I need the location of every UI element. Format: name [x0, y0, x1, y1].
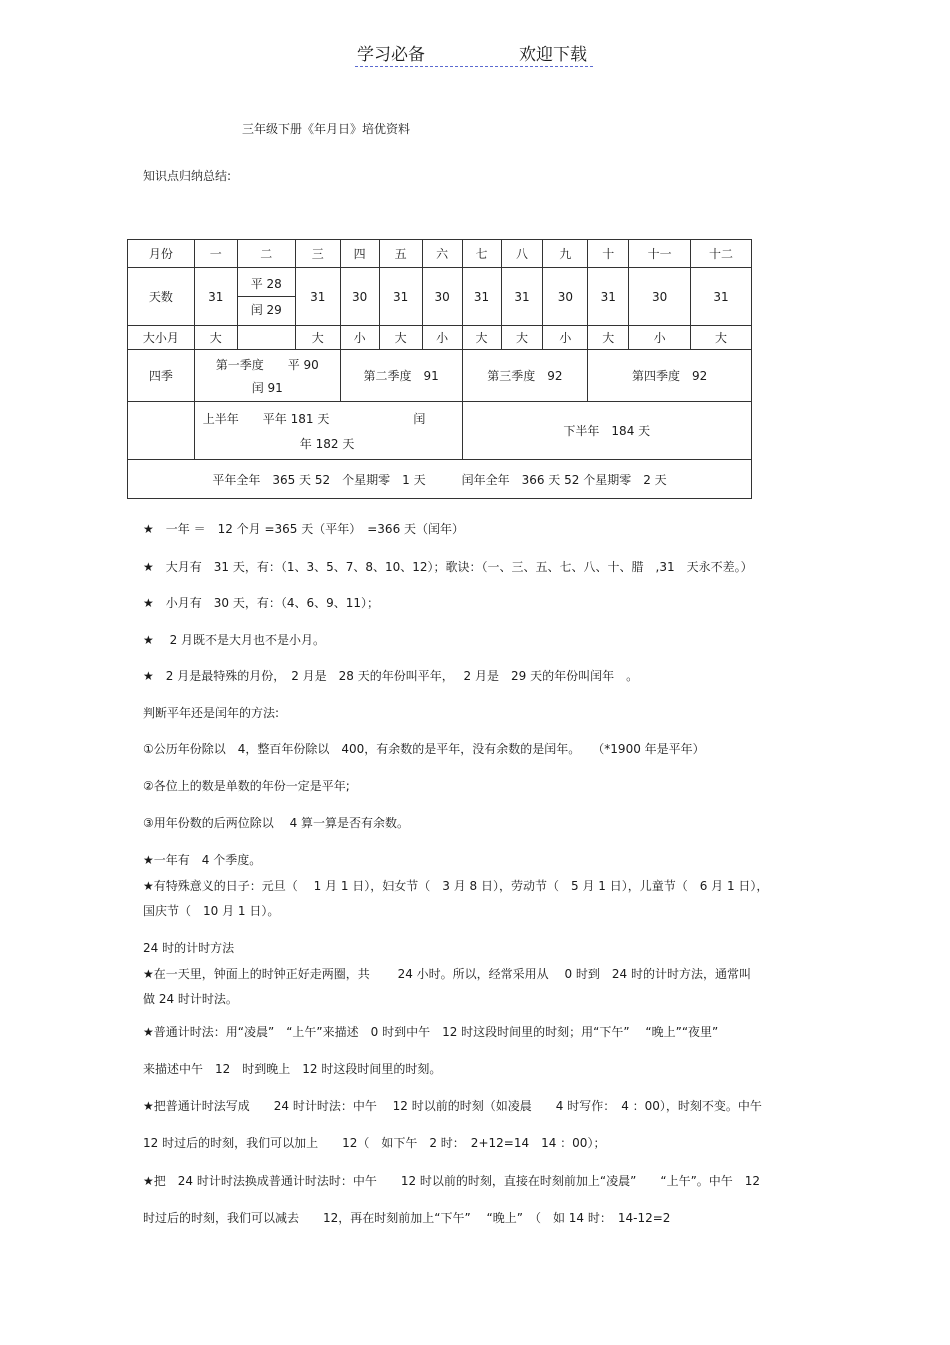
bigsmall-cell [237, 326, 295, 350]
season-q2: 第二季度 91 [340, 350, 462, 402]
feb-split [238, 271, 295, 322]
month-cell: 七 [462, 240, 501, 268]
note-line: ①公历年份除以 4，整百年份除以 400，有余数的是平年，没有余数的是闰年。 （*1900 年是平年） [143, 742, 705, 756]
note-line: 时过后的时刻，我们可以减去 12，再在时刻前加上“下午” “晚上” （ 如 14 时： 14-12=2 [143, 1211, 671, 1225]
note-line: ★ 一年 ＝ 12 个月 =365 天（平年） =366 天（闰年） [143, 522, 465, 536]
note-line: ★把 24 时计时法换成普通计时法时：中午 12 时以前的时刻，直接在时刻前加上“凌晨” “上午”。中午 12 [143, 1174, 761, 1188]
month-cell: 六 [422, 240, 462, 268]
empty-cell [128, 402, 195, 460]
bigsmall-cell: 大 [462, 326, 501, 350]
note-line: 国庆节（ 10 月 1 日）。 [143, 904, 280, 918]
bigsmall-cell: 大 [691, 326, 752, 350]
bigsmall-cell: 小 [543, 326, 588, 350]
bigsmall-cell: 大 [295, 326, 340, 350]
note-line: ②各位上的数是单数的年份一定是平年; [143, 779, 350, 793]
days-cell: 31 [501, 268, 543, 326]
month-cell: 十 [588, 240, 629, 268]
note-line: ★把普通计时法写成 24 时计时法：中午 12 时以前的时刻（如凌晨 4 时写作： 4 ：00），时刻不变。中午 [143, 1099, 762, 1113]
first-half [194, 402, 462, 460]
days-cell: 30 [340, 268, 379, 326]
year-summary: 平年全年 365 天 52 个星期零 1 天 闰年全年 366 天 52 个星期零 2 天 [128, 460, 752, 499]
season-q4: 第四季度 92 [588, 350, 752, 402]
document-title: 三年级下册《年月日》培优资料 [242, 122, 411, 136]
note-line: ★ 2 月既不是大月也不是小月。 [143, 633, 326, 647]
bigsmall-cell: 小 [629, 326, 691, 350]
month-cell: 三 [295, 240, 340, 268]
note-line: 12 时过后的时刻，我们可以加上 12（ 如下午 2 时： 2+12=14 14 ：00）； [143, 1136, 606, 1150]
bigsmall-row [128, 326, 752, 350]
month-cell: 四 [340, 240, 379, 268]
feb-common-year: 平 28 [250, 277, 282, 291]
first-half-line2: 年 182 天 [299, 436, 355, 451]
calendar-table [127, 239, 752, 499]
month-cell: 十一 [629, 240, 691, 268]
month-cell: 九 [543, 240, 588, 268]
bigsmall-cell: 小 [340, 326, 379, 350]
header-left: 学习必备 [357, 45, 425, 65]
q1-line2: 闰 91 [251, 380, 283, 395]
year-row [128, 460, 752, 499]
note-line: 判断平年还是闰年的方法: [143, 706, 280, 720]
days-cell: 31 [295, 268, 340, 326]
row-label: 大小月 [128, 326, 195, 350]
row-label: 月份 [128, 240, 195, 268]
season-row [128, 350, 752, 402]
note-line: 来描述中午 12 时到晚上 12 时这段时间里的时刻。 [143, 1062, 442, 1076]
half-year-row [128, 402, 752, 460]
month-cell: 二 [237, 240, 295, 268]
note-line: ★普通计时法：用“凌晨” “上午”来描述 0 时到中午 12 时这段时间里的时刻；用“下午” “晚上”“夜里” [143, 1025, 719, 1039]
note-line: ★ 大月有 31 天，有：（1、3、5、7、8、10、12）；歌诀：（一、三、五、七、八、十、腊 ,31 天永不差。） [143, 560, 753, 574]
second-half: 下半年 184 天 [462, 402, 751, 460]
month-cell: 十二 [691, 240, 752, 268]
month-cell: 一 [194, 240, 237, 268]
days-cell: 30 [543, 268, 588, 326]
note-line: ★在一天里，钟面上的时钟正好走两圈，共 24 小时。所以，经常采用从 0 时到 24 时的计时方法，通常叫 [143, 967, 752, 981]
feb-leap-year: 闰 29 [238, 297, 295, 323]
note-line: ★有特殊意义的日子：元旦（ 1 月 1 日），妇女节（ 3 月 8 日），劳动节（ 5 月 1 日），儿童节（ 6 月 1 日）， [143, 879, 769, 893]
days-cell: 31 [462, 268, 501, 326]
days-cell: 31 [588, 268, 629, 326]
month-row [128, 240, 752, 268]
q1-line1: 第一季度 平 90 [215, 357, 319, 372]
days-cell: 31 [691, 268, 752, 326]
section-heading: 知识点归纳总结: [143, 169, 232, 183]
bigsmall-cell: 小 [422, 326, 462, 350]
days-row [128, 268, 752, 326]
note-line: 做 24 时计时法。 [143, 992, 238, 1006]
note-line: 24 时的计时方法 [143, 941, 235, 955]
page-header [355, 40, 593, 67]
season-q1 [194, 350, 340, 402]
feb-days-cell [237, 268, 295, 326]
month-cell: 八 [501, 240, 543, 268]
row-label: 四季 [128, 350, 195, 402]
header-right: 欢迎下载 [519, 45, 587, 65]
month-cell: 五 [379, 240, 422, 268]
first-half-line1: 上半年 平年 181 天 闰 [202, 411, 426, 426]
note-line: ③用年份数的后两位除以 4 算一算是否有余数。 [143, 816, 410, 830]
note-line: ★ 2 月是最特殊的月份， 2 月是 28 天的年份叫平年， 2 月是 29 天的年份叫闰年 。 [143, 669, 639, 683]
days-cell: 30 [629, 268, 691, 326]
days-cell: 30 [422, 268, 462, 326]
season-q3: 第三季度 92 [462, 350, 588, 402]
bigsmall-cell: 大 [588, 326, 629, 350]
bigsmall-cell: 大 [194, 326, 237, 350]
note-line: ★ 小月有 30 天，有：（4、6、9、11）； [143, 596, 380, 610]
note-line: ★一年有 4 个季度。 [143, 853, 262, 867]
row-label: 天数 [128, 268, 195, 326]
bigsmall-cell: 大 [501, 326, 543, 350]
bigsmall-cell: 大 [379, 326, 422, 350]
days-cell: 31 [194, 268, 237, 326]
days-cell: 31 [379, 268, 422, 326]
